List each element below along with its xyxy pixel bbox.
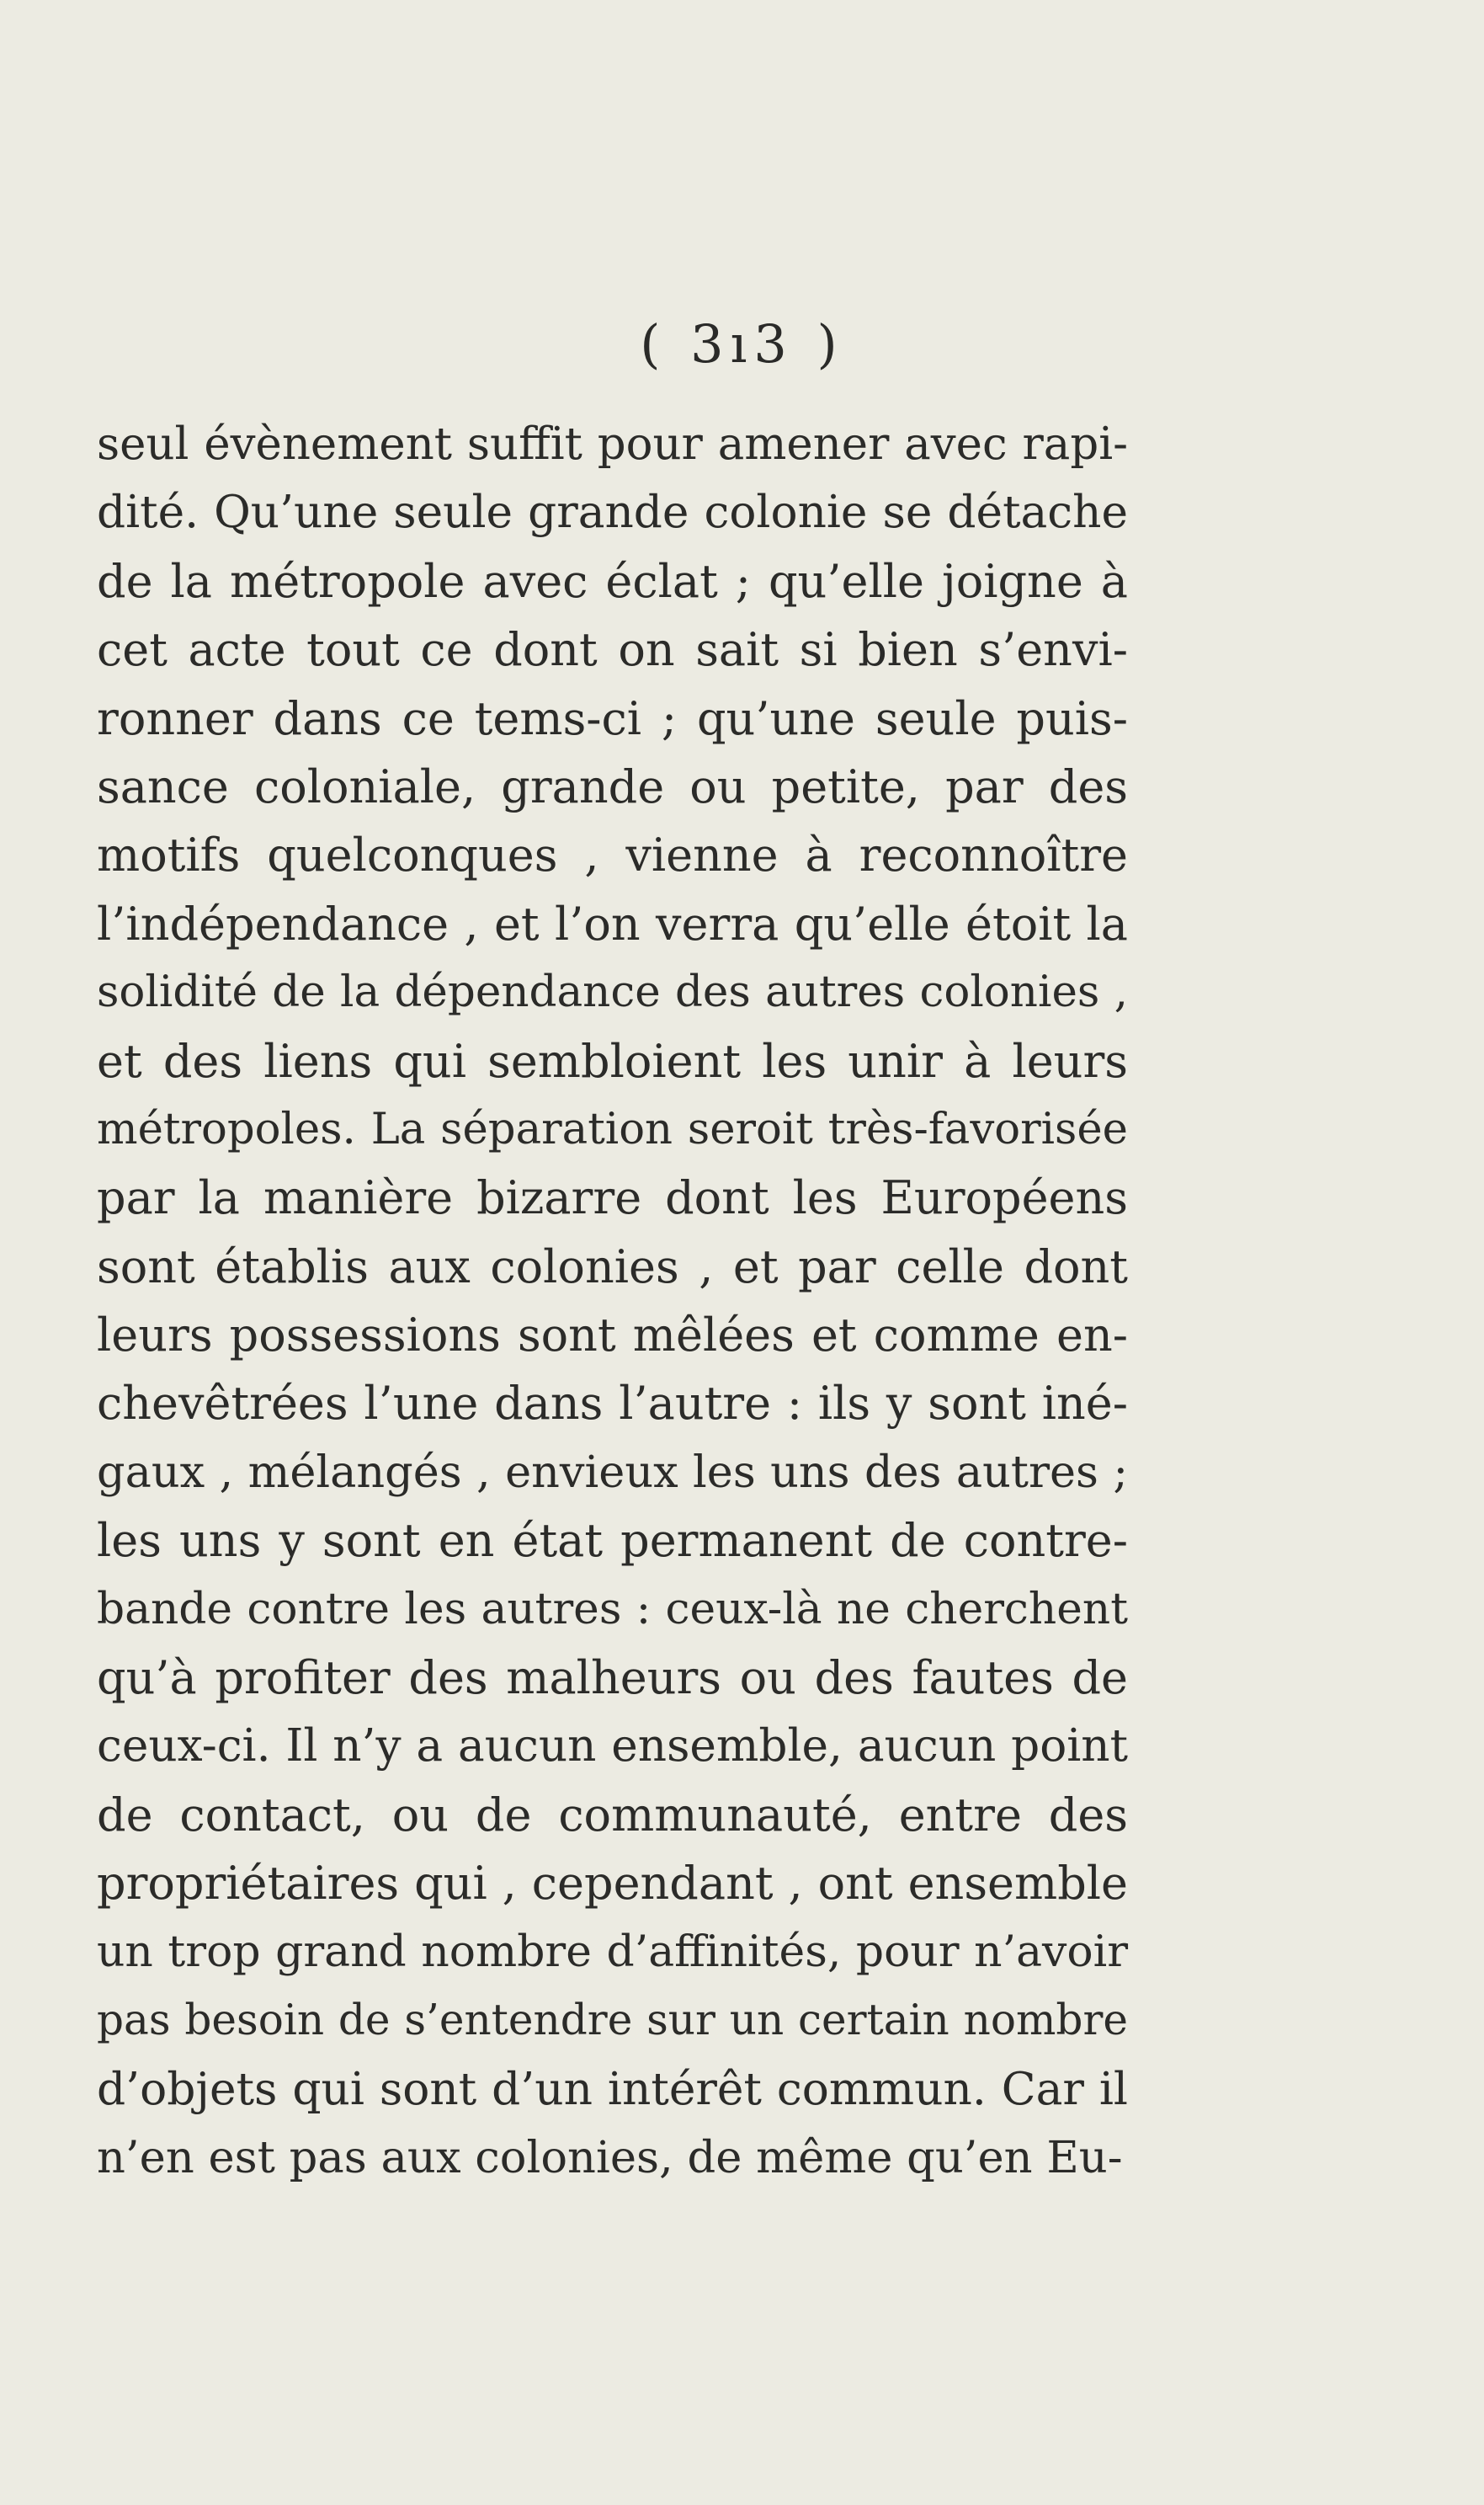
text-line: dité. Qu’une seule grande colonie se détache [97, 486, 1128, 539]
text-line: métropoles. La séparation seroit très-favorisée [97, 1103, 1128, 1154]
text-line: sont établis aux colonies , et par celle dont [97, 1239, 1128, 1293]
text-line: seul évènement suffit pour amener avec rapi- [97, 418, 1128, 470]
text-line: l’indépendance , et l’on verra qu’elle étoit la [97, 897, 1128, 951]
text-line: les uns y sont en état permanent de contre- [97, 1514, 1128, 1568]
text-line: par la manière bizarre dont les Européens [97, 1171, 1128, 1225]
text-line: un trop grand nombre d’affinités, pour n’avoir [97, 1926, 1128, 1977]
text-line: d’objets qui sont d’un intérêt commun. Car il [97, 2062, 1128, 2116]
text-line: de contact, ou de communauté, entre des [97, 1788, 1128, 1841]
text-line: sance coloniale, grande ou petite, par des [97, 759, 1128, 813]
text-line: motifs quelconques , vienne à reconnoître [97, 829, 1128, 882]
text-line: ceux-ci. Il n’y a aucun ensemble, aucun point [97, 1719, 1128, 1772]
text-line: n’en est pas aux colonies, de même qu’en Eu- [97, 2131, 1123, 2183]
text-line: cet acte tout ce dont on sait si bien s’envi- [97, 623, 1128, 677]
page-number: ( 3ı3 ) [640, 313, 844, 375]
text-line: qu’à profiter des malheurs ou des fautes de [97, 1651, 1128, 1705]
text-line: ronner dans ce tems-ci ; qu’une seule puis- [97, 691, 1128, 745]
body-text [97, 410, 1128, 2192]
text-line: solidité de la dépendance des autres colonies , [97, 967, 1128, 1018]
text-line: propriétaires qui , cependant , ont ensemble [97, 1857, 1128, 1911]
text-line: et des liens qui sembloient les unir à leurs [97, 1034, 1128, 1088]
text-line: bande contre les autres : ceux-là ne cherchent [97, 1583, 1128, 1634]
text-line: leurs possessions sont mêlées et comme en- [97, 1308, 1128, 1362]
text-line: pas besoin de s’entendre sur un certain nombre [97, 1995, 1128, 2044]
text-line: chevêtrées l’une dans l’autre : ils y sont iné- [97, 1377, 1128, 1431]
text-line: gaux , mélangés , envieux les uns des autres ; [97, 1446, 1128, 1498]
text-line: de la métropole avec éclat ; qu’elle joigne à [97, 554, 1128, 608]
